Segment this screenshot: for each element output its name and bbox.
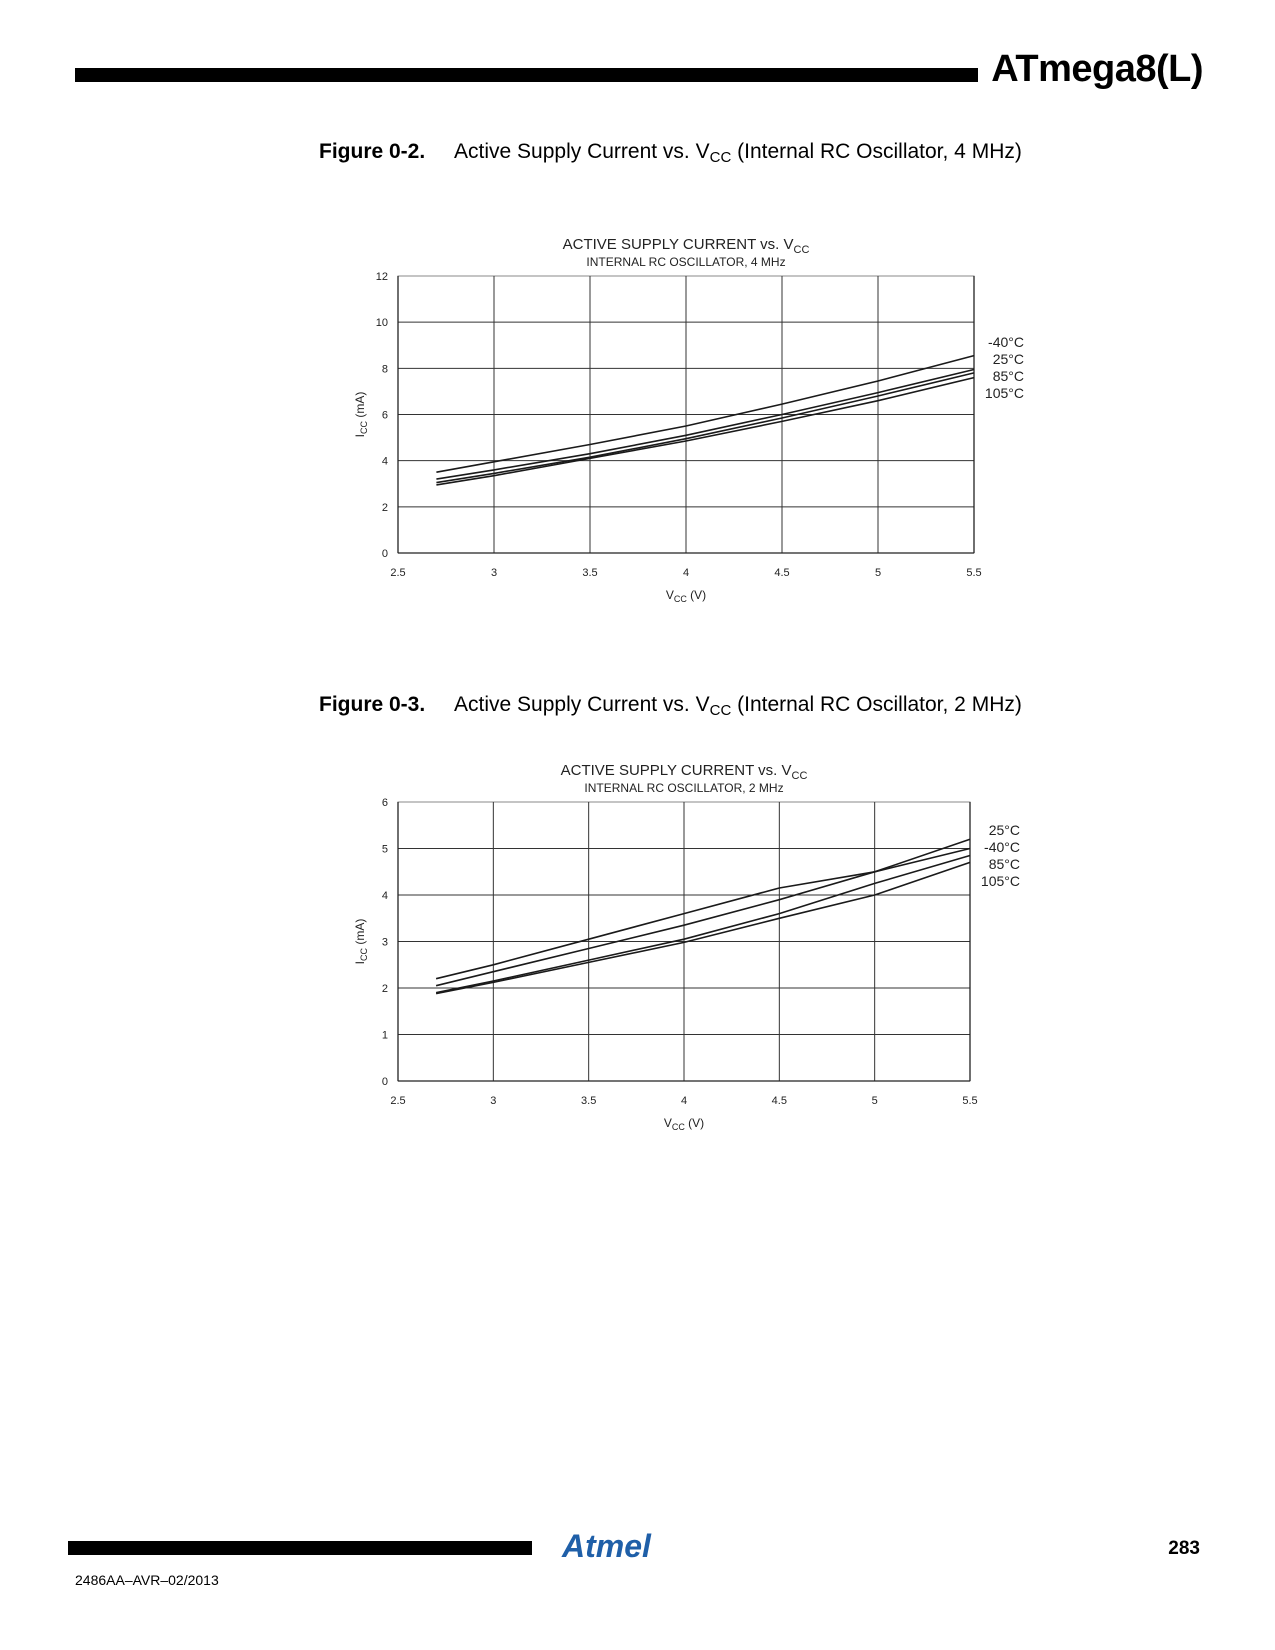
legend-label: 85°C	[988, 856, 1020, 872]
footer-rule	[68, 1541, 532, 1555]
chart-2mhz	[0, 762, 1275, 1207]
x-tick-label: 5.5	[966, 567, 982, 579]
series-line-2	[436, 370, 974, 480]
svg-text:Atmel: Atmel	[562, 1528, 651, 1564]
y-tick-label: 4	[381, 890, 388, 902]
x-tick-label: 4.5	[771, 1095, 787, 1107]
x-tick-label: 4	[682, 567, 690, 579]
x-tick-label: 4	[680, 1095, 688, 1107]
legend-label: 25°C	[992, 351, 1024, 367]
y-tick-label: 10	[375, 317, 388, 330]
y-tick-label: 6	[381, 409, 388, 422]
y-axis-label: $I_{CC}$ (mA)	[353, 391, 369, 438]
x-axis-label: $V_{CC}$ (V)	[663, 1116, 705, 1132]
atmel-logo	[560, 1526, 670, 1571]
y-tick-label: 6	[381, 797, 388, 809]
x-axis-label: $V_{CC}$ (V)	[665, 588, 707, 604]
figure-number: Figure 0-3.	[319, 693, 426, 716]
legend-label: 105°C	[984, 385, 1024, 401]
x-tick-label: 5	[871, 1095, 878, 1107]
x-tick-label: 2.5	[390, 567, 406, 579]
chart-subtitle: INTERNAL RC OSCILLATOR, 2 MHz	[584, 781, 784, 795]
caption-text-rest: (Internal RC Oscillator, 2 MHz)	[731, 693, 1022, 716]
y-axis-label: $I_{CC}$ (mA)	[353, 918, 369, 965]
y-tick-label: 8	[381, 363, 388, 376]
y-tick-label: 0	[381, 1076, 388, 1088]
y-tick-label: 2	[381, 983, 388, 995]
chart-4mhz	[0, 235, 1275, 655]
legend-label: -40°C	[984, 839, 1020, 855]
y-tick-label: 4	[381, 455, 388, 468]
x-tick-label: 3.5	[581, 1095, 597, 1107]
legend-label: 85°C	[992, 368, 1024, 384]
chart-title: ACTIVE SUPPLY CURRENT vs. $V_{CC}$	[560, 762, 808, 782]
page-number: 283	[1168, 1538, 1200, 1559]
figure-caption-2	[319, 693, 1022, 717]
header-rule	[75, 68, 978, 82]
series-line-2	[436, 849, 970, 986]
y-tick-label: 0	[381, 548, 388, 560]
x-tick-label: 5	[874, 567, 882, 579]
series-line-4	[436, 862, 970, 993]
x-tick-label: 2.5	[390, 1095, 406, 1107]
series-line-1	[436, 356, 974, 473]
caption-text: Active Supply Current vs. V	[454, 140, 710, 163]
x-tick-label: 4.5	[774, 567, 790, 579]
series-line-1	[436, 839, 970, 979]
chart-title: ACTIVE SUPPLY CURRENT vs. $V_{CC}$	[562, 236, 810, 256]
chart-subtitle: INTERNAL RC OSCILLATOR, 4 MHz	[586, 255, 786, 269]
y-tick-label: 12	[375, 271, 388, 283]
caption-text: Active Supply Current vs. V	[454, 693, 710, 716]
y-tick-label: 3	[381, 936, 388, 949]
y-tick-label: 2	[381, 501, 388, 514]
y-tick-label: 5	[381, 843, 388, 856]
x-tick-label: 5.5	[962, 1095, 978, 1107]
y-tick-label: 1	[381, 1029, 388, 1042]
document-title: ATmega8(L)	[991, 48, 1203, 90]
figure-caption-1	[319, 140, 1022, 164]
figure-number: Figure 0-2.	[319, 140, 426, 163]
caption-subscript: CC	[709, 149, 732, 166]
x-tick-label: 3	[490, 567, 498, 579]
legend-label: 25°C	[988, 822, 1020, 838]
legend-label: 105°C	[980, 873, 1020, 889]
x-tick-label: 3.5	[582, 567, 598, 579]
legend-label: -40°C	[988, 334, 1024, 350]
x-tick-label: 3	[490, 1095, 497, 1107]
series-line-3	[436, 856, 970, 993]
caption-text-rest: (Internal RC Oscillator, 4 MHz)	[731, 140, 1022, 163]
document-id: 2486AA–AVR–02/2013	[75, 1572, 219, 1588]
caption-subscript: CC	[709, 702, 732, 719]
